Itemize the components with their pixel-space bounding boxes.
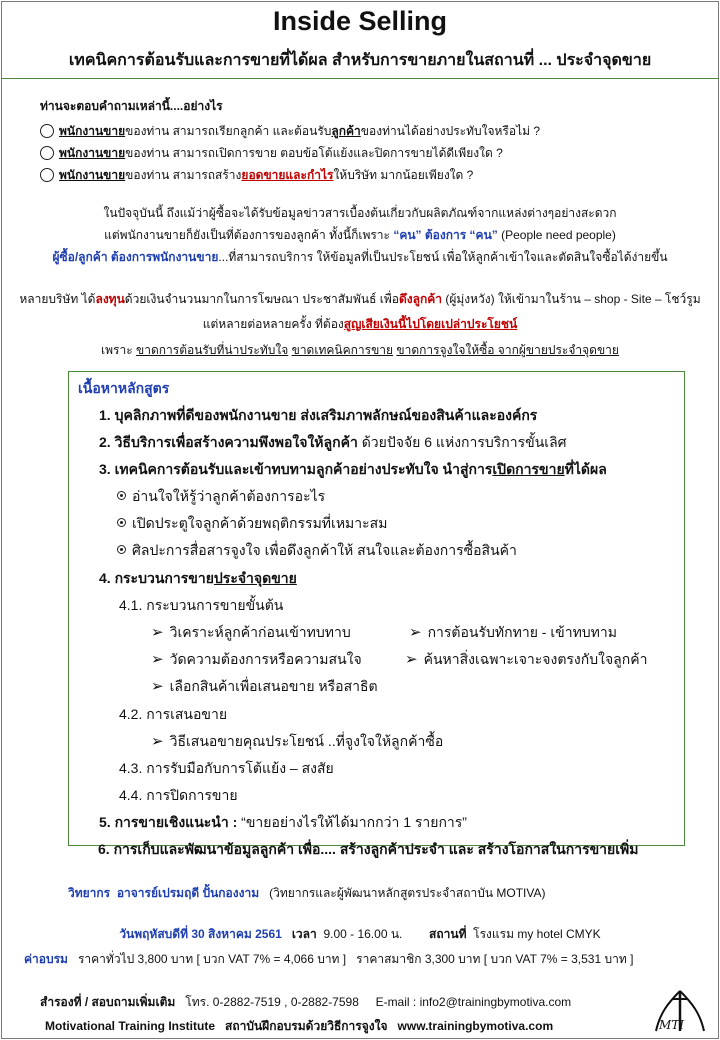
subtopic-4-1: 4.1. กระบวนการขายขั้นต้น	[119, 597, 284, 613]
topic-3-bullet: เปิดประตูใจลูกค้าด้วยพฤติกรรมที่เหมาะสม	[117, 513, 387, 535]
question-item: พนักงานขาย ของท่าน สามารถเปิดการขาย ตอบข้อโต้แย้งและปิดการขายได้ดีเพียงใด ?	[40, 142, 540, 164]
subtopic-4-3: 4.3. การรับมือกับการโต้แย้ง – สงสัย	[119, 760, 334, 776]
footer-line: Motivational Training Institute สถาบันฝึกอบรมด้วยวิธีการจูงใจ www.trainingbymotiva.com	[45, 1019, 554, 1033]
radio-circle-icon[interactable]	[40, 168, 54, 182]
topic-3: 3. เทคนิคการต้อนรับและเข้าทบทามลูกค้าอย่างประทับใจ นำสู่การเปิดการขายที่ได้ผล	[99, 461, 607, 477]
arrow-bullet-icon: ➢	[405, 651, 418, 668]
arrow-bullet-icon: ➢	[151, 733, 164, 750]
step-item: ➢ ค้นหาสิ่งเฉพาะเจาะจงตรงกับใจลูกค้า	[405, 651, 648, 668]
arrow-bullet-icon: ➢	[409, 624, 422, 641]
contact-line: สำรองที่ / สอบถามเพิ่มเติม โทร. 0-2882-7519 , 0-2882-7598 E-mail : info2@trainingbymotiva.com	[40, 995, 572, 1009]
topic-2: 2. วิธีบริการเพื่อสร้างความพึงพอใจให้ลูกค้า ด้วยปัจจัย 6 แห่งการบริการขั้นเลิศ	[99, 434, 567, 450]
topic-6: 6. การเก็บและพัฒนาข้อมูลลูกค้า เพื่อ.... สร้างลูกค้าประจำ และ สร้างโอกาสในการขายเพิ่ม	[98, 841, 639, 857]
intro-line-3: ผู้ซื้อ/ลูกค้า ต้องการพนักงานขาย...ที่สามารถบริการ ให้ข้อมูลที่เป็นประโยชน์ เพื่อให้ลูกค้าเข้าใจและตัดสินใจซื้อได้ง่ายขึ้น	[52, 250, 668, 264]
bullet-circle-icon	[117, 491, 126, 500]
page-title: Inside Selling	[272, 6, 448, 36]
problem-line-2: แต่หลายต่อหลายครั้ง ที่ต้องสูญเสียเงินนี้ไปโดยเปล่าประโยชน์	[202, 317, 518, 331]
radio-circle-icon[interactable]	[40, 124, 54, 138]
step-item: ➢ วัดความต้องการหรือความสนใจ	[151, 651, 362, 668]
mti-logo-icon	[652, 983, 708, 1035]
course-outline-box	[68, 371, 685, 846]
intro-line-1: ในปัจจุบันนี้ ถึงแม้ว่าผู้ซื้อจะได้รับข้อมูลข่าวสารเบื้องต้นเกี่ยวกับผลิตภัณฑ์จากแหล่งต่างๆอย่างสะดวก	[103, 206, 617, 220]
questions-list	[40, 120, 540, 186]
bullet-circle-icon	[117, 518, 126, 527]
header-divider	[1, 78, 719, 79]
question-item: พนักงานขาย ของท่าน สามารถสร้าง ยอดขายและกำไร ให้บริษัท มากน้อยเพียงใด ?	[40, 164, 540, 186]
topic-3-bullet: อ่านใจให้รู้ว่าลูกค้าต้องการอะไร	[117, 486, 325, 508]
topic-5: 5. การขายเชิงแนะนำ : “ขายอย่างไรให้ได้มากกว่า 1 รายการ”	[99, 814, 467, 830]
arrow-bullet-icon: ➢	[151, 651, 164, 668]
speaker-line: วิทยากร อาจารย์เปรมฤดี ปั้นกองงาม (วิทยากรและผู้พัฒนาหลักสูตรประจำสถาบัน MOTIVA)	[68, 886, 546, 900]
intro-line-2: แต่พนักงานขายก็ยังเป็นที่ต้องการของลูกค้า ทั้งนี้ก็เพราะ “คน” ต้องการ “คน” (People need people)	[104, 228, 616, 242]
bullet-circle-icon	[117, 545, 126, 554]
questions-heading: ท่านจะตอบคำถามเหล่านี้....อย่างไร	[40, 99, 223, 113]
page-subtitle: เทคนิคการต้อนรับและการขายที่ได้ผล สำหรับการขายภายในสถานที่ ... ประจำจุดขาย	[68, 52, 652, 69]
topic-4: 4. กระบวนการขายประจำจุดขาย	[99, 570, 297, 586]
fee-line: ค่าอบรม ราคาทั่วไป 3,800 บาท [ บวก VAT 7% = 4,066 บาท ] ราคาสมาชิก 3,300 บาท [ บวก VAT 7% = 3,531 บาท ]	[24, 952, 634, 966]
question-item: พนักงานขาย ของท่าน สามารถเรียกลูกค้า และต้อนรับ ลูกค้า ของท่านได้อย่างประทับใจหรือไม่ ?	[40, 120, 540, 142]
arrow-bullet-icon: ➢	[151, 624, 164, 641]
step-item: ➢ วิธีเสนอขายคุณประโยชน์ ..ที่จูงใจให้ลูกค้าซื้อ	[151, 733, 444, 750]
step-item: ➢ เลือกสินค้าเพื่อเสนอขาย หรือสาธิต	[151, 678, 378, 695]
problem-line-3: เพราะ ขาดการต้อนรับที่น่าประทับใจ ขาดเทคนิคการขาย ขาดการจูงใจให้ซื้อ จากผู้ขายประจำจุดขาย	[101, 343, 619, 357]
arrow-bullet-icon: ➢	[151, 678, 164, 695]
radio-circle-icon[interactable]	[40, 146, 54, 160]
problem-line-1: หลายบริษัท ได้ลงทุนด้วยเงินจำนวนมากในการโฆษณา ประชาสัมพันธ์ เพื่อดึงลูกค้า (ผู้มุ่งหวัง) ให้เข้ามาในร้าน – shop - Site – โชว์รูม	[19, 292, 701, 306]
topic-3-bullet: ศิลปะการสื่อสารจูงใจ เพื่อดึงลูกค้าให้ สนใจและต้องการซื้อสินค้า	[117, 540, 517, 562]
topic-1: 1. บุคลิกภาพที่ดีของพนักงานขาย ส่งเสริมภาพลักษณ์ของสินค้าและองค์กร	[99, 407, 538, 423]
step-item: ➢ การต้อนรับทักทาย - เข้าทบทาม	[409, 624, 618, 641]
course-title: เนื้อหาหลักสูตร	[78, 380, 170, 396]
event-line: วันพฤหัสบดีที่ 30 สิงหาคม 2561 เวลา 9.00 - 16.00 น. สถานที่ โรงแรม my hotel CMYK	[119, 927, 601, 941]
logo-text: MTI	[659, 1018, 685, 1032]
subtopic-4-2: 4.2. การเสนอขาย	[119, 706, 228, 722]
subtopic-4-4: 4.4. การปิดการขาย	[119, 787, 238, 803]
step-item: ➢ วิเคราะห์ลูกค้าก่อนเข้าทบทาบ	[151, 624, 351, 641]
